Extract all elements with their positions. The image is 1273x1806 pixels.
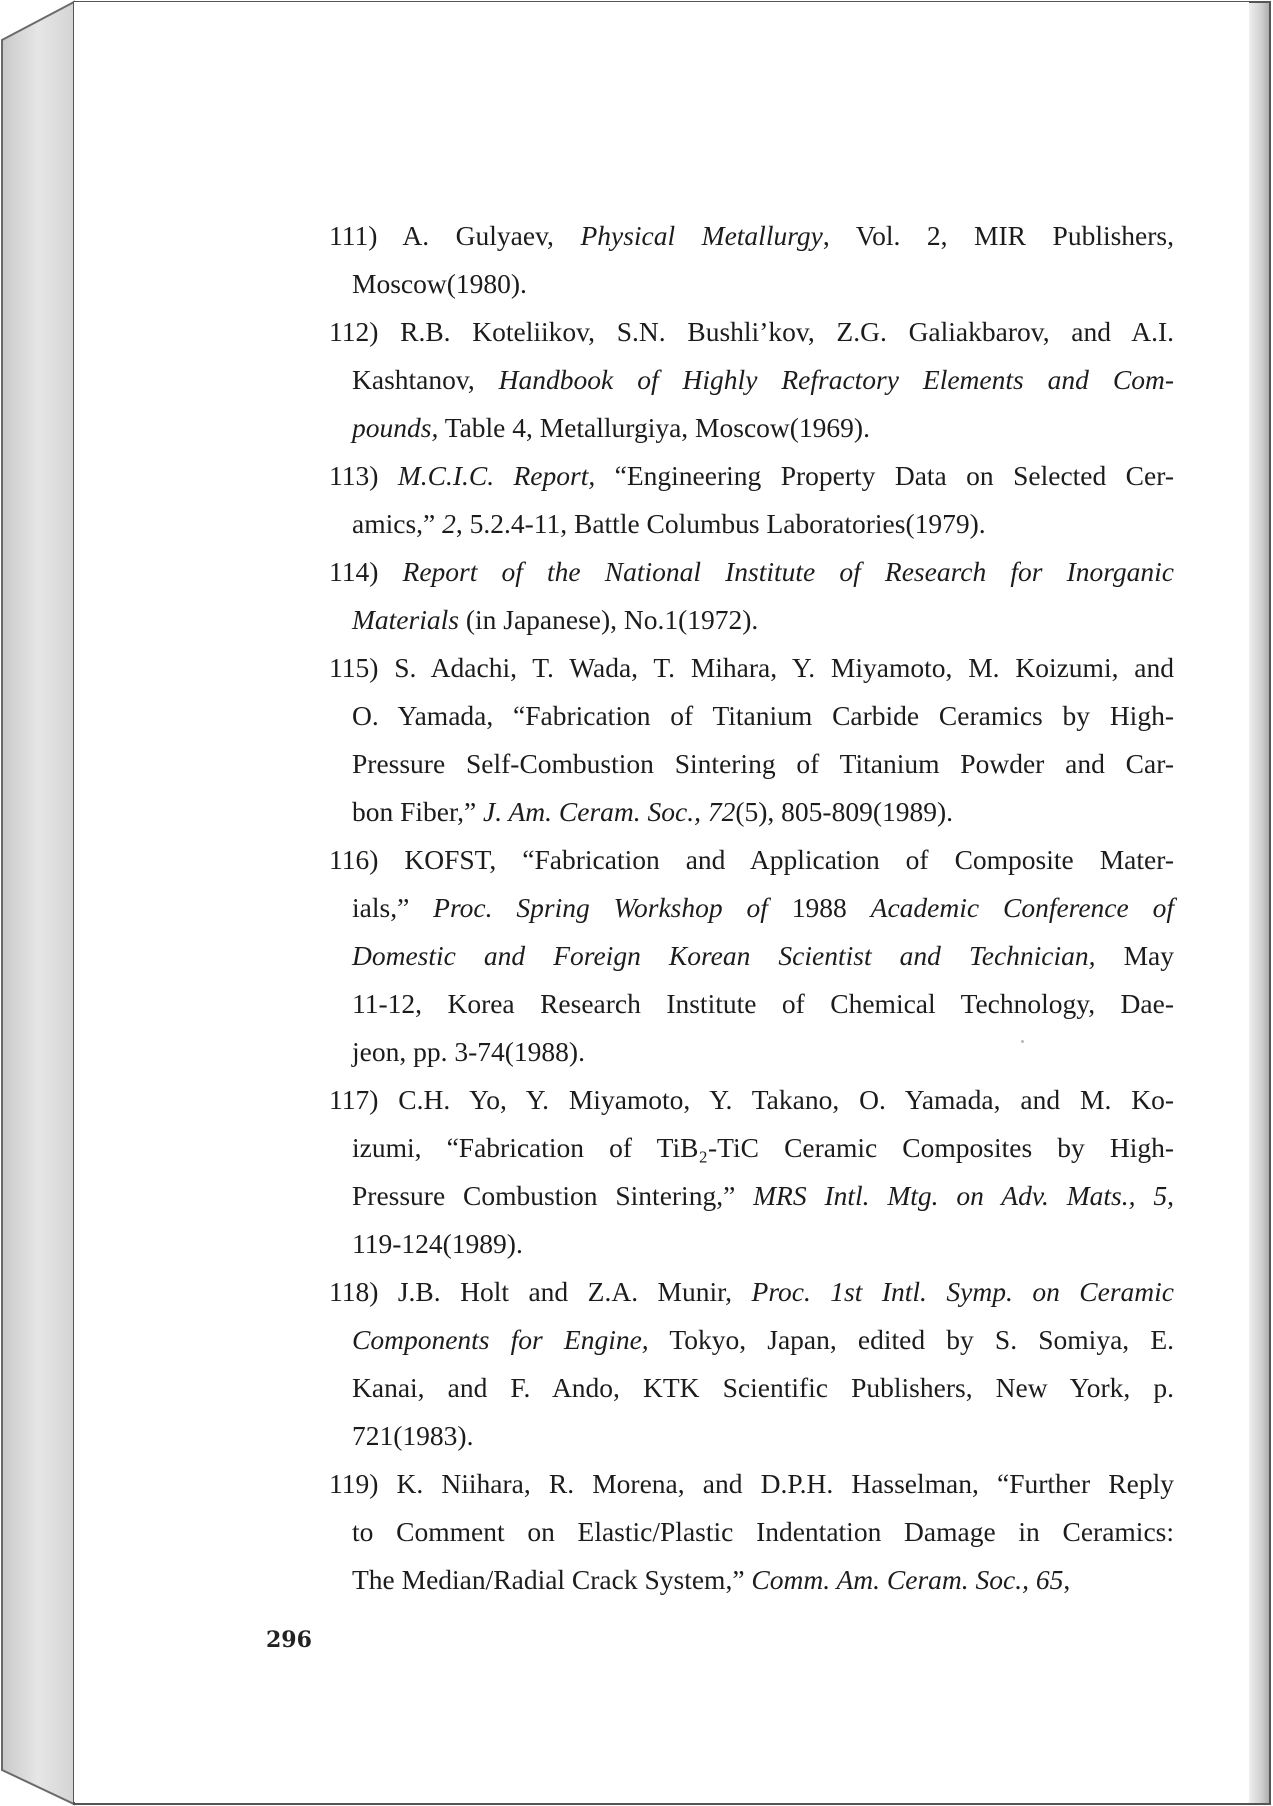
reference-text: O. Yamada, “Fabrication of Titanium Carbide Ceramics by High- xyxy=(352,700,1174,731)
reference-line xyxy=(329,1508,1174,1556)
reference-number: 119) xyxy=(329,1468,379,1499)
reference-text: Report of the National Institute of Research for Inorganic xyxy=(402,556,1174,587)
reference-116 xyxy=(329,836,1174,1076)
reference-line xyxy=(329,1556,1174,1604)
reference-text: Physical Metallurgy xyxy=(580,220,823,251)
reference-line xyxy=(329,692,1174,740)
reference-number: 112) xyxy=(329,316,379,347)
reference-text: Comm. Am. Ceram. Soc., 65 xyxy=(751,1564,1064,1595)
reference-text: C.H. Yo, Y. Miyamoto, Y. Takano, O. Yamada, and M. Ko- xyxy=(378,1084,1174,1115)
reference-line xyxy=(329,1364,1174,1412)
reference-line xyxy=(329,356,1174,404)
reference-text: , xyxy=(1063,1564,1071,1595)
reference-number: 113) xyxy=(329,460,379,491)
reference-119 xyxy=(329,1460,1174,1604)
reference-line xyxy=(329,836,1174,884)
reference-text: Pressure Self-Combustion Sintering of Titanium Powder and Car- xyxy=(352,748,1174,779)
reference-text: The Median/Radial Crack System,” xyxy=(352,1564,752,1595)
reference-line xyxy=(329,1220,1174,1268)
reference-line xyxy=(329,1412,1174,1460)
reference-text: 1988 xyxy=(767,892,871,923)
reference-line xyxy=(329,500,1174,548)
reference-text: pounds, xyxy=(352,412,439,443)
reference-111 xyxy=(329,212,1174,308)
reference-line xyxy=(329,788,1174,836)
reference-114 xyxy=(329,548,1174,644)
reference-text: S. Adachi, T. Wada, T. Mihara, Y. Miyamoto, M. Koizumi, and xyxy=(378,652,1174,683)
reference-line xyxy=(329,1268,1174,1316)
reference-line xyxy=(329,1460,1174,1508)
reference-text: , 5.2.4-11, Battle Columbus Laboratories(1979). xyxy=(455,508,986,539)
reference-line xyxy=(329,1028,1174,1076)
reference-text: (5), 805-809(1989). xyxy=(735,796,954,827)
reference-line xyxy=(329,404,1174,452)
reference-list xyxy=(329,212,1174,1604)
reference-text: 11-12, Korea Research Institute of Chemical Technology, Dae- xyxy=(352,988,1174,1019)
reference-text: to Comment on Elastic/Plastic Indentation Damage in Ceramics: xyxy=(352,1516,1174,1547)
reference-text: May xyxy=(1095,940,1174,971)
reference-line xyxy=(329,740,1174,788)
reference-line xyxy=(329,884,1174,932)
reference-text: KOFST, “Fabrication and Application of Composite Mater- xyxy=(378,844,1174,875)
reference-text: J.B. Holt and Z.A. Munir, xyxy=(378,1276,752,1307)
reference-text: Handbook of Highly Refractory Elements and Com- xyxy=(498,364,1174,395)
reference-text: A. Gulyaev, xyxy=(377,220,581,251)
reference-text: ials,” xyxy=(352,892,434,923)
reference-line xyxy=(329,596,1174,644)
reference-text: jeon, pp. 3-74(1988). xyxy=(352,1036,585,1067)
reference-text: M.C.I.C. Report, xyxy=(397,460,596,491)
reference-text: Pressure Combustion Sintering,” xyxy=(352,1180,754,1211)
reference-text: Table 4, Metallurgiya, Moscow(1969). xyxy=(438,412,870,443)
reference-text: amics,” xyxy=(352,508,443,539)
reference-text: Kashtanov, xyxy=(352,364,499,395)
reference-line xyxy=(329,1316,1174,1364)
reference-line xyxy=(329,980,1174,1028)
reference-text: , Vol. 2, MIR Publishers, xyxy=(822,220,1174,251)
scan-speck xyxy=(1021,1040,1024,1043)
reference-115 xyxy=(329,644,1174,836)
reference-number: 111) xyxy=(329,220,378,251)
reference-text: Academic Conference of xyxy=(870,892,1174,923)
reference-text: (in Japanese), No.1(1972). xyxy=(458,604,759,635)
reference-text: K. Niihara, R. Morena, and D.P.H. Hasselman, “Further Reply xyxy=(378,1468,1174,1499)
reference-text: Kanai, and F. Ando, KTK Scientific Publishers, New York, p. xyxy=(352,1372,1174,1403)
reference-line xyxy=(329,548,1174,596)
reference-number: 115) xyxy=(329,652,379,683)
reference-113 xyxy=(329,452,1174,548)
reference-line xyxy=(329,260,1174,308)
reference-112 xyxy=(329,308,1174,452)
reference-line xyxy=(329,1076,1174,1124)
reference-line xyxy=(329,932,1174,980)
reference-text: Proc. Spring Workshop of xyxy=(433,892,768,923)
reference-text: 721(1983). xyxy=(352,1420,474,1451)
reference-text: 2 xyxy=(442,508,456,539)
reference-text xyxy=(378,460,397,491)
reference-text: Tokyo, Japan, edited by S. Somiya, E. xyxy=(648,1324,1174,1355)
reference-text: , xyxy=(1167,1180,1174,1211)
page-number: 296 xyxy=(266,1627,312,1653)
reference-text: bon Fiber,” xyxy=(352,796,484,827)
reference-line xyxy=(329,308,1174,356)
reference-text: Moscow(1980). xyxy=(352,268,527,299)
reference-line xyxy=(329,644,1174,692)
reference-line xyxy=(329,1124,1174,1172)
reference-line xyxy=(329,1172,1174,1220)
reference-text: “Engineering Property Data on Selected Cer- xyxy=(595,460,1174,491)
reference-number: 118) xyxy=(329,1276,379,1307)
reference-text: Proc. 1st Intl. Symp. on Ceramic xyxy=(751,1276,1174,1307)
reference-number: 117) xyxy=(329,1084,379,1115)
reference-text xyxy=(378,556,402,587)
reference-117 xyxy=(329,1076,1174,1268)
reference-text: Components for Engine, xyxy=(352,1324,649,1355)
reference-text: 119-124(1989). xyxy=(352,1228,523,1259)
reference-text: J. Am. Ceram. Soc., 72 xyxy=(483,796,736,827)
reference-number: 116) xyxy=(329,844,379,875)
reference-line xyxy=(329,212,1174,260)
reference-text: Domestic and Foreign Korean Scientist and Technician, xyxy=(352,940,1096,971)
reference-118 xyxy=(329,1268,1174,1460)
reference-text: R.B. Koteliikov, S.N. Bushli’kov, Z.G. Galiakbarov, and A.I. xyxy=(378,316,1174,347)
reference-text: MRS Intl. Mtg. on Adv. Mats., 5 xyxy=(753,1180,1168,1211)
reference-number: 114) xyxy=(329,556,379,587)
reference-text: Materials xyxy=(352,604,459,635)
reference-line xyxy=(329,452,1174,500)
document-page xyxy=(74,2,1249,1802)
reference-text: izumi, “Fabrication of TiB₂-TiC Ceramic Composites by High- xyxy=(352,1132,1174,1163)
